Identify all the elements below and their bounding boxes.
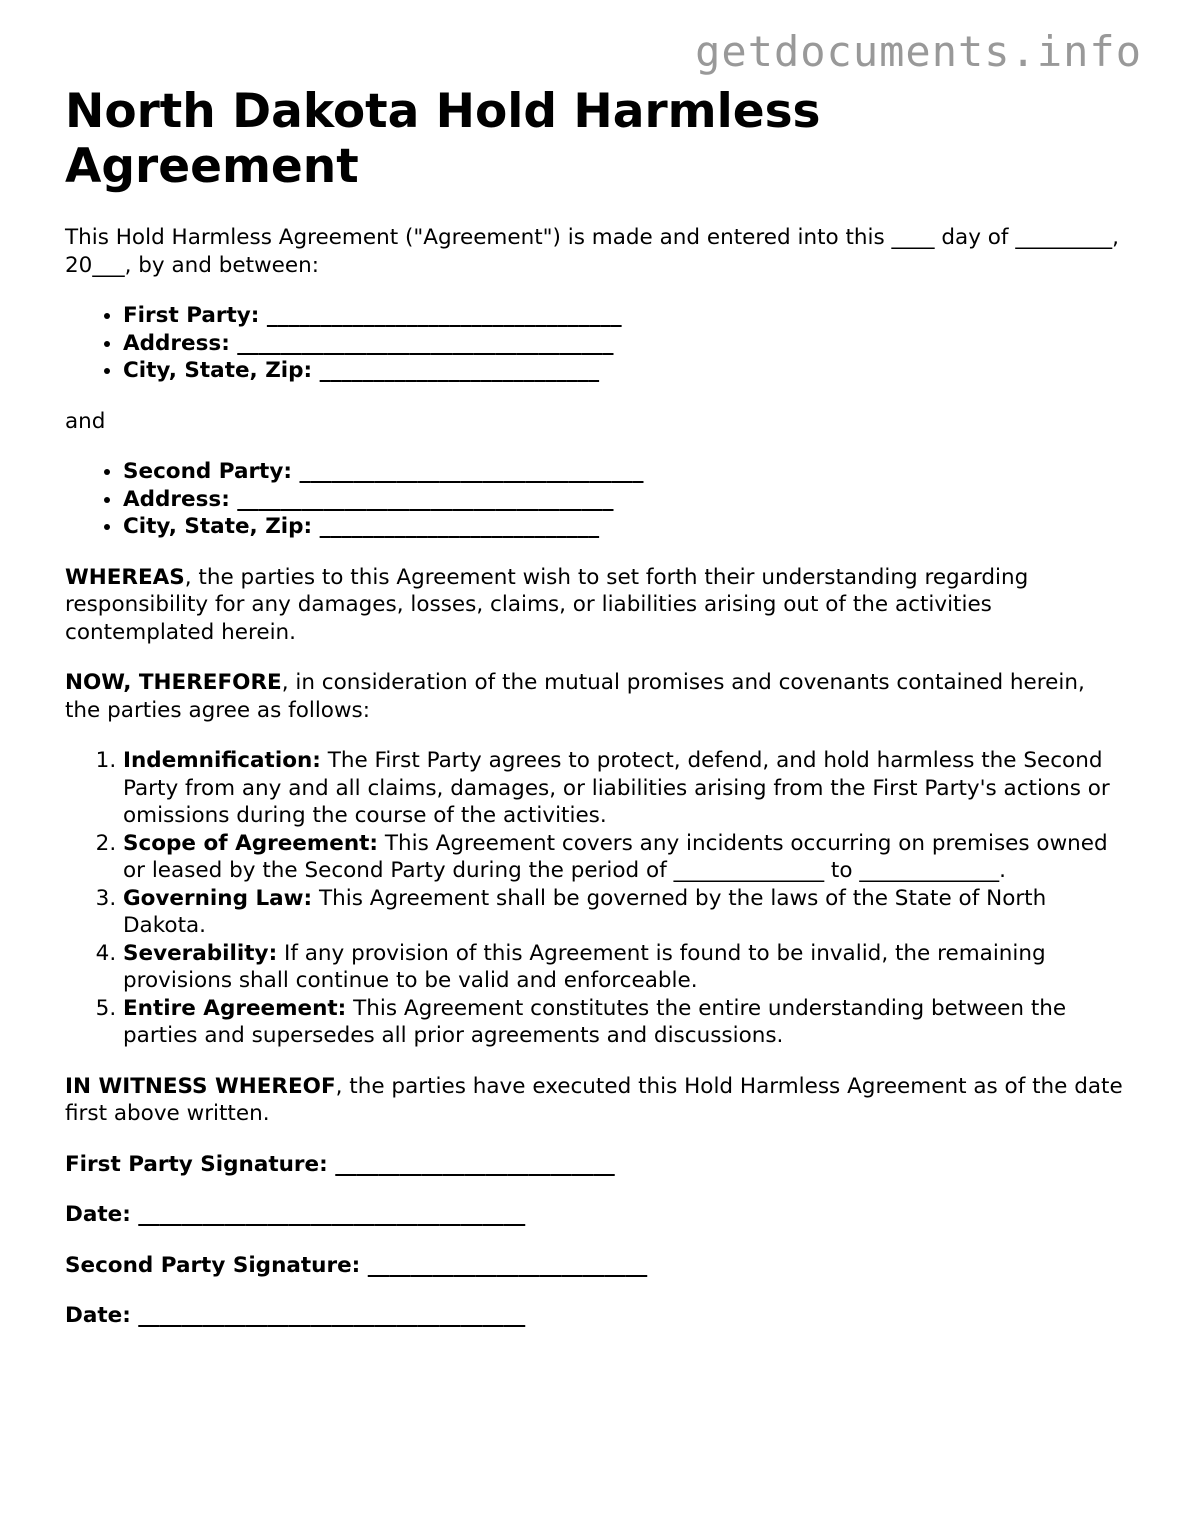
now-therefore-paragraph [65,669,1125,724]
field-label: Address: [123,330,230,356]
field-label: City, State, Zip: [123,358,313,383]
now-therefore-lead: NOW, THEREFORE [65,670,282,695]
term-text: This Agreement constitutes the entire understanding between the parties and supersedes all prior agreements and discussions. [123,995,1067,1048]
whereas-paragraph [65,564,1125,647]
term-text: This Agreement shall be governed by the laws of the State of North Dakota. [123,885,1047,938]
list-item [123,486,1125,514]
field-label: Second Party Signature: [65,1252,361,1278]
term-text: If any provision of this Agreement is found to be invalid, the remaining provisions shall continue to be valid and enforceable. [123,940,1046,993]
field-blank[interactable]: ____________________________________ [130,1202,526,1227]
term-label: Governing Law: [123,885,313,911]
second-party-date-line [65,1302,1125,1330]
field-label: Date: [65,1303,131,1328]
list-item [123,747,1125,830]
now-therefore-text: , in consideration of the mutual promises and covenants contained herein, the parties agree as follows: [65,670,1085,723]
field-blank[interactable]: ____________________________________ [130,1303,526,1328]
field-blank[interactable]: ___________________________________ [229,330,614,356]
page-title: North Dakota Hold Harmless Agreement [65,84,821,194]
field-label: First Party: [123,303,260,328]
witness-lead: IN WITNESS WHEREOF [65,1073,336,1099]
list-item [123,830,1125,885]
list-item [123,940,1125,995]
list-item [123,357,1125,385]
term-label: Severability: [123,940,278,966]
second-party-list [65,458,1125,541]
field-label: First Party Signature: [65,1151,328,1177]
field-blank[interactable]: _________________________________ [259,303,622,328]
and-text: and [65,408,106,434]
term-text: The First Party agrees to protect, defend, and hold harmless the Second Party from any and all claims, damages, or liabilities arising from the First Party's actions or omissions during the course of the activities. [123,748,1110,828]
field-blank[interactable]: __________________________ [327,1151,615,1177]
second-party-signature-line [65,1252,1125,1280]
intro-paragraph: This Hold Harmless Agreement ("Agreement") is made and entered into this ____ day of _________, 20___, by and between: [65,225,1119,278]
field-blank[interactable]: __________________________ [312,358,600,383]
field-label: Second Party: [123,459,292,484]
list-item [123,995,1125,1050]
first-party-list [65,302,1125,385]
field-label: City, State, Zip: [123,514,313,539]
list-item [123,513,1125,541]
watermark: getdocuments.info [695,27,1142,76]
field-blank[interactable]: ________________________________ [291,459,644,484]
field-label: Date: [65,1202,131,1227]
field-blank[interactable]: ___________________________________ [229,486,614,512]
list-item [123,885,1125,940]
witness-paragraph [65,1073,1125,1128]
witness-text: , the parties have executed this Hold Harmless Agreement as of the date first above written. [65,1073,1123,1126]
term-label: Entire Agreement: [123,995,347,1021]
term-label: Indemnification: [123,748,321,773]
list-item [123,330,1125,358]
terms-list [65,747,1125,1050]
first-party-signature-line [65,1151,1125,1179]
field-label: Address: [123,486,230,512]
whereas-text: , the parties to this Agreement wish to set forth their understanding regarding responsibility for any damages, losses, claims, or liabilities arising out of the activities contemplated herein. [65,564,1029,645]
list-item [123,302,1125,330]
field-blank[interactable]: __________________________ [360,1252,648,1278]
field-blank[interactable]: __________________________ [312,514,600,539]
list-item [123,458,1125,486]
term-text: This Agreement covers any incidents occurring on premises owned or leased by the Second Party during the period of ______________ to _____________. [123,830,1108,883]
term-label: Scope of Agreement: [123,830,379,856]
first-party-date-line [65,1201,1125,1229]
document-page [65,84,1125,1353]
whereas-lead: WHEREAS [65,564,185,590]
